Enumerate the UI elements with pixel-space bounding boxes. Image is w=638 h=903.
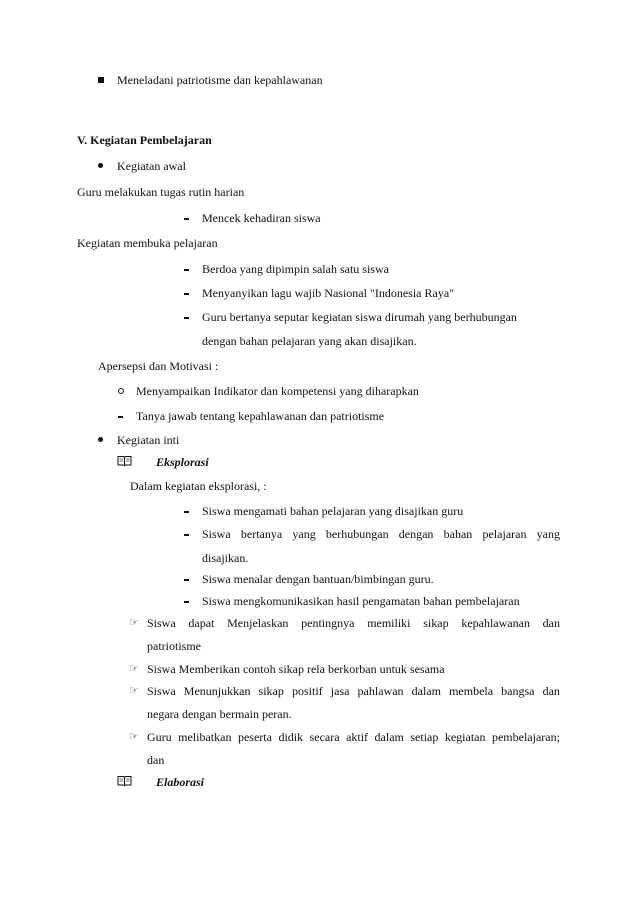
dalam-eksplorasi-text: Dalam kegiatan eksplorasi, : xyxy=(130,479,267,493)
menyanyikan-text: Menyanyikan lagu wajib Nasional "Indonesia Raya" xyxy=(202,286,455,300)
round-bullet-icon xyxy=(98,163,103,168)
melibatkan-line-2: dan xyxy=(147,753,165,767)
kegiatan-inti-text: Kegiatan inti xyxy=(117,433,180,447)
menunjukkan-line-1: Siswa Menunjukkan sikap positif jasa pahlawan dalam membela bangsa dan xyxy=(147,684,560,698)
dash-bullet-icon xyxy=(184,601,189,603)
mengamati-text: Siswa mengamati bahan pelajaran yang disajikan guru xyxy=(202,504,464,518)
mengkomunikasikan-text: Siswa mengkomunikasikan hasil pengamatan bahan pembelajaran xyxy=(202,594,520,608)
tanya-jawab-text: Tanya jawab tentang kepahlawanan dan patriotisme xyxy=(136,409,385,423)
memberikan-text: Siswa Memberikan contoh sikap rela berkorban untuk sesama xyxy=(147,662,445,676)
dash-bullet-icon xyxy=(184,317,189,319)
membuka-text: Kegiatan membuka pelajaran xyxy=(77,236,218,250)
dash-bullet-icon xyxy=(184,293,189,295)
apersepsi-text: Apersepsi dan Motivasi : xyxy=(98,359,219,373)
circle-bullet-icon xyxy=(118,388,124,394)
pointing-hand-icon: ☞ xyxy=(129,616,139,629)
dash-bullet-icon xyxy=(184,579,189,581)
elaborasi-heading: Elaborasi xyxy=(156,775,205,789)
dash-bullet-icon xyxy=(184,218,189,220)
dash-bullet-icon xyxy=(184,534,189,536)
menjelaskan-line-2: patriotisme xyxy=(147,639,201,653)
open-book-icon xyxy=(117,775,132,787)
melibatkan-line-1: Guru melibatkan peserta didik secara aktif dalam setiap kegiatan pembelajaran; xyxy=(147,730,560,744)
bertanya-line-2: disajikan. xyxy=(202,551,249,565)
dash-bullet-icon xyxy=(184,269,189,271)
menunjukkan-line-2: negara dengan bermain peran. xyxy=(147,707,292,721)
dash-bullet-icon xyxy=(184,511,189,513)
kegiatan-awal-text: Kegiatan awal xyxy=(117,159,186,173)
dash-bullet-icon xyxy=(118,416,123,418)
round-bullet-icon xyxy=(98,437,103,442)
berdoa-text: Berdoa yang dipimpin salah satu siswa xyxy=(202,262,389,276)
pointing-hand-icon: ☞ xyxy=(129,662,139,675)
eksplorasi-heading: Eksplorasi xyxy=(156,455,209,469)
square-bullet-icon xyxy=(98,77,104,83)
menjelaskan-line-1: Siswa dapat Menjelaskan pentingnya memiliki sikap kepahlawanan dan xyxy=(147,616,560,630)
mencek-text: Mencek kehadiran siswa xyxy=(202,211,321,225)
guru-bertanya-line-1: Guru bertanya seputar kegiatan siswa dirumah yang berhubungan xyxy=(202,310,517,324)
menalar-text: Siswa menalar dengan bantuan/bimbingan guru. xyxy=(202,572,434,586)
section-title: V. Kegiatan Pembelajaran xyxy=(77,133,212,147)
guru-tugas-text: Guru melakukan tugas rutin harian xyxy=(77,185,245,199)
meneladani-text: Meneladani patriotisme dan kepahlawanan xyxy=(117,73,323,87)
pointing-hand-icon: ☞ xyxy=(129,730,139,743)
open-book-icon xyxy=(117,455,132,467)
menyampaikan-text: Menyampaikan Indikator dan kompetensi yang diharapkan xyxy=(136,384,419,398)
pointing-hand-icon: ☞ xyxy=(129,684,139,697)
guru-bertanya-line-2: dengan bahan pelajaran yang akan disajikan. xyxy=(202,334,417,348)
bertanya-line-1: Siswa bertanya yang berhubungan dengan bahan pelajaran yang xyxy=(202,527,560,541)
